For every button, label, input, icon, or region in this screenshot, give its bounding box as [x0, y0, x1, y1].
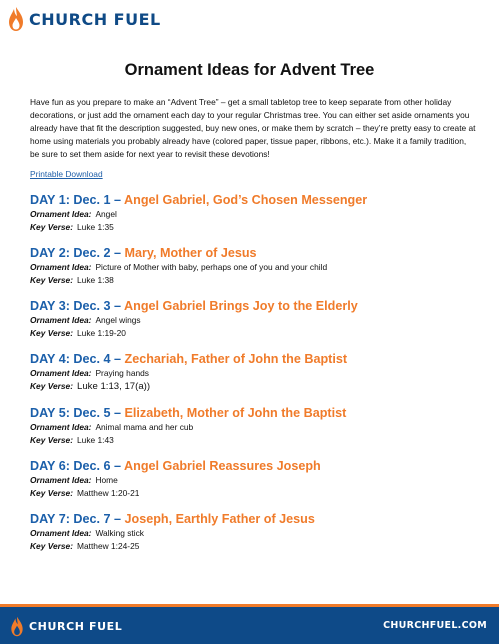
key-verse-value: Luke 1:35 — [77, 221, 114, 232]
ornament-idea-label: Ornament Idea: — [30, 209, 92, 219]
intro-paragraph: Have fun as you prepare to make an “Advent Tree” – get a small tabletop tree to keep separate from other holiday decorations, or just add the ornament each day to your regular Christmas tree. You can either set aside ornaments you already have that fit the description suggested, buy new ones, or make them by scratch – they’re pretty easy to create at home using materials you probably already have (colored paper, tissue paper, ribbons, etc.). Make it a family tradition, be sure to set them aside for next year to revisit these devotions! — [30, 97, 476, 160]
ornament-idea-row — [30, 367, 490, 380]
day-heading — [30, 299, 490, 314]
key-verse-value: Matthew 1:24-25 — [77, 540, 140, 551]
day-entry — [30, 299, 490, 339]
key-verse-value: Luke 1:38 — [77, 274, 114, 285]
day-label: DAY 1: Dec. 1 – — [30, 193, 125, 207]
footer-logo — [10, 616, 122, 637]
key-verse-row — [30, 221, 490, 234]
header-logo — [8, 6, 161, 32]
day-label: DAY 4: Dec. 4 – — [30, 352, 125, 366]
key-verse-label: Key Verse: — [30, 434, 73, 445]
key-verse-label: Key Verse: — [30, 327, 73, 338]
ornament-idea-label: Ornament Idea: — [30, 315, 92, 325]
day-heading — [30, 193, 490, 208]
ornament-idea-row — [30, 208, 490, 221]
day-label: DAY 7: Dec. 7 – — [30, 512, 125, 526]
ornament-idea-value: Angel — [95, 209, 117, 219]
ornament-idea-label: Ornament Idea: — [30, 528, 92, 538]
flame-icon — [10, 616, 24, 637]
ornament-idea-value: Praying hands — [95, 368, 149, 378]
footer-url[interactable]: CHURCHFUEL.COM — [383, 620, 487, 631]
day-heading — [30, 512, 490, 527]
key-verse-row — [30, 380, 490, 394]
flame-icon — [8, 6, 24, 32]
day-title: Zechariah, Father of John the Baptist — [124, 352, 348, 366]
day-heading — [30, 459, 490, 474]
day-title: Mary, Mother of Jesus — [124, 246, 257, 260]
brand-name: CHURCH FUEL — [29, 9, 161, 29]
ornament-idea-row — [30, 474, 490, 487]
ornament-idea-value: Picture of Mother with baby, perhaps one of you and your child — [95, 262, 328, 272]
ornament-idea-row — [30, 421, 490, 434]
day-heading — [30, 246, 490, 261]
day-entry — [30, 406, 490, 446]
ornament-idea-value: Animal mama and her cub — [95, 422, 194, 432]
day-heading — [30, 352, 490, 367]
day-heading — [30, 406, 490, 421]
key-verse-label: Key Verse: — [30, 487, 73, 498]
day-title: Angel Gabriel, God’s Chosen Messenger — [124, 193, 368, 207]
key-verse-value: Luke 1:13, 17(a)) — [77, 380, 151, 392]
key-verse-row — [30, 540, 490, 553]
key-verse-value: Luke 1:43 — [77, 434, 114, 445]
day-entry — [30, 246, 490, 286]
page-title: Ornament Ideas for Advent Tree — [124, 61, 375, 79]
day-label: DAY 2: Dec. 2 – — [30, 246, 125, 260]
ornament-idea-row — [30, 314, 490, 327]
ornament-idea-label: Ornament Idea: — [30, 422, 92, 432]
ornament-idea-value: Walking stick — [95, 528, 144, 538]
ornament-idea-label: Ornament Idea: — [30, 475, 92, 485]
key-verse-value: Luke 1:19-20 — [77, 327, 126, 338]
day-title: Elizabeth, Mother of John the Baptist — [124, 406, 347, 420]
key-verse-row — [30, 327, 490, 340]
day-title: Angel Gabriel Brings Joy to the Elderly — [124, 299, 358, 313]
ornament-idea-label: Ornament Idea: — [30, 262, 92, 272]
day-title: Angel Gabriel Reassures Joseph — [124, 459, 321, 473]
key-verse-label: Key Verse: — [30, 221, 73, 232]
key-verse-value: Matthew 1:20-21 — [77, 487, 140, 498]
ornament-idea-value: Home — [95, 475, 118, 485]
key-verse-label: Key Verse: — [30, 540, 73, 551]
footer-bar — [0, 604, 499, 644]
ornament-idea-label: Ornament Idea: — [30, 368, 92, 378]
key-verse-label: Key Verse: — [30, 274, 73, 285]
ornament-idea-row — [30, 261, 490, 274]
ornament-idea-row — [30, 527, 490, 540]
day-title: Joseph, Earthly Father of Jesus — [124, 512, 315, 526]
ornament-idea-value: Angel wings — [95, 315, 141, 325]
key-verse-row — [30, 487, 490, 500]
key-verse-label: Key Verse: — [30, 380, 73, 391]
key-verse-row — [30, 434, 490, 447]
day-label: DAY 6: Dec. 6 – — [30, 459, 125, 473]
day-entry — [30, 193, 490, 233]
day-label: DAY 5: Dec. 5 – — [30, 406, 125, 420]
printable-download-link[interactable]: Printable Download — [30, 169, 103, 179]
footer-brand-name: CHURCH FUEL — [29, 620, 123, 633]
day-label: DAY 3: Dec. 3 – — [30, 299, 125, 313]
key-verse-row — [30, 274, 490, 287]
day-entry — [30, 459, 490, 499]
day-entry — [30, 512, 490, 552]
day-entry — [30, 352, 490, 393]
